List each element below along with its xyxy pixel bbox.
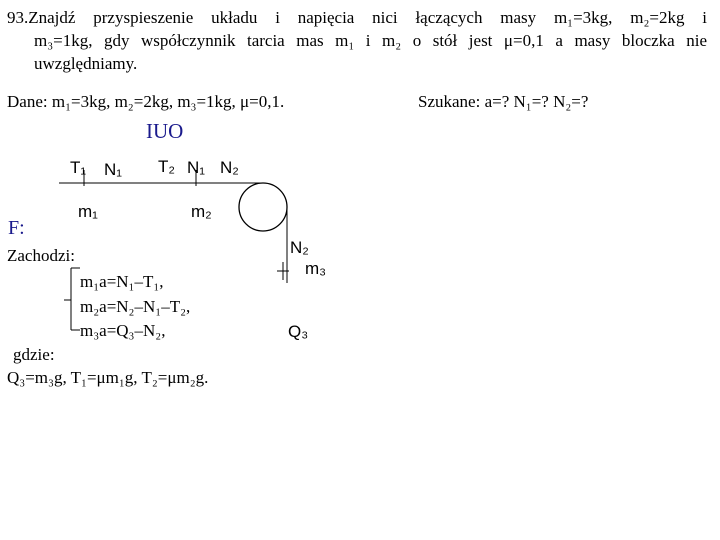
- label-n2-top: N₂: [220, 158, 239, 177]
- sought-quantities: Szukane: a=? N₁=? N₂=?: [418, 92, 589, 111]
- given-data: Dane: m₁=3kg, m₂=2kg, m₃=1kg, μ=0,1.: [7, 92, 285, 111]
- label-t2: T₂: [158, 157, 175, 176]
- pulley-icon: [239, 183, 287, 231]
- label-m3: m₃: [305, 259, 327, 278]
- label-n2-vertical: N₂: [290, 238, 309, 257]
- equation-1: m₁a=N₁–T₁,: [80, 272, 164, 291]
- zachodzi-label: Zachodzi:: [7, 246, 75, 265]
- f-label: F:: [8, 217, 25, 239]
- iuo-heading: IUO: [146, 119, 184, 143]
- problem-line-1: 93.Znajdź przyspieszenie układu i napięcia nici łączących masy m₁=3kg, m₂=2kg i: [7, 8, 707, 27]
- label-n1-left: N₁: [104, 160, 123, 179]
- equation-3: m₃a=Q₃–N₂,: [80, 321, 166, 340]
- gdzie-label: gdzie:: [13, 345, 55, 364]
- equation-2: m₂a=N₂–N₁–T₂,: [80, 297, 191, 316]
- label-m2: m₂: [191, 202, 212, 221]
- label-q3: Q₃: [288, 322, 309, 341]
- definitions: Q₃=m₃g, T₁=μm₁g, T₂=μm₂g.: [7, 368, 209, 387]
- problem-line-2: m₃=1kg, gdy współczynnik tarcia mas m₁ i m₂ o stół jest μ=0,1 a masy bloczka nie: [34, 31, 707, 50]
- problem-line-3: uwzględniamy.: [34, 54, 138, 73]
- label-n1-right: N₁: [187, 158, 206, 177]
- label-m1: m₁: [78, 202, 98, 221]
- label-t1: T₁: [70, 158, 87, 177]
